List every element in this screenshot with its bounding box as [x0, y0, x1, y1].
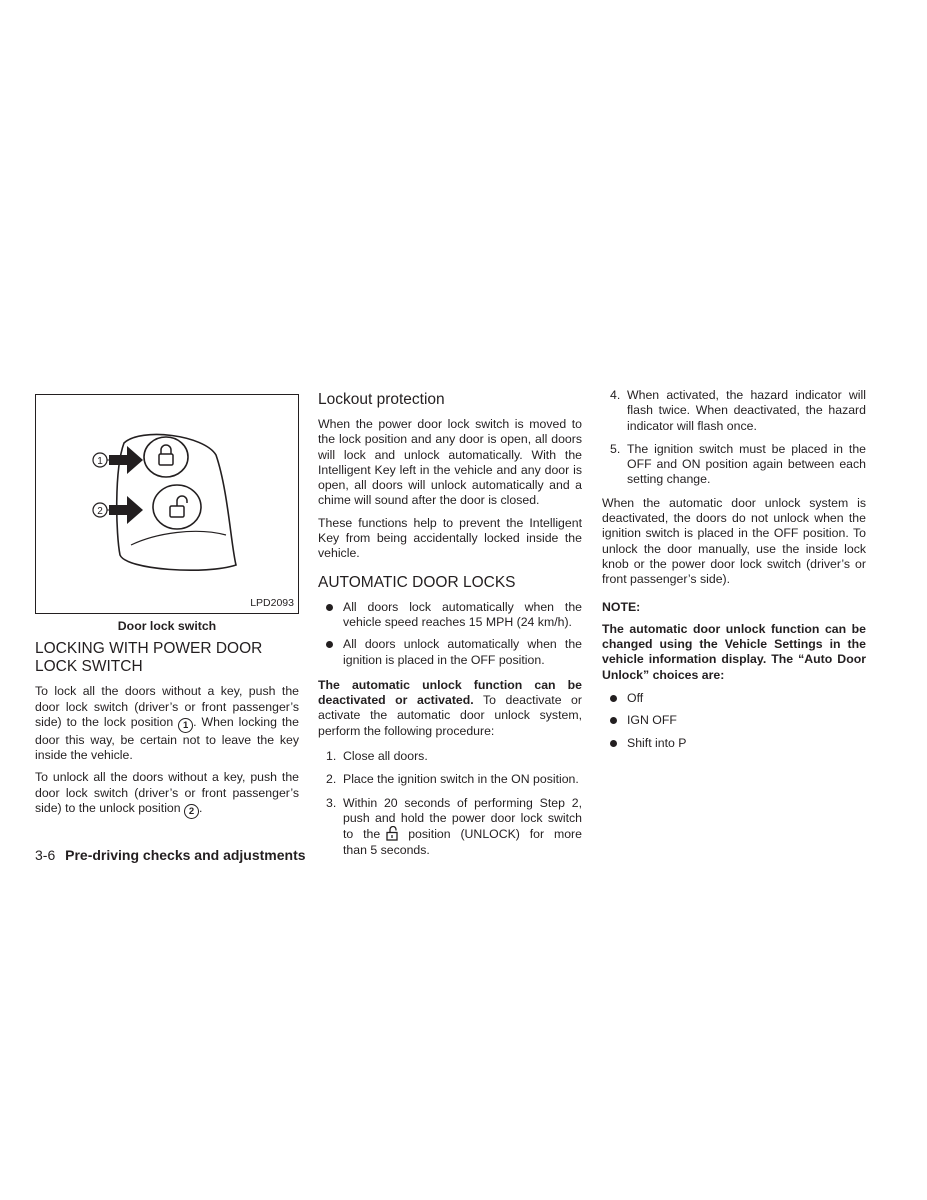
paragraph-deactivated: When the automatic door unlock system is deactivated, the doors do not unlock when the ignition switch is placed in the OFF position. To unlock the door manually, use the inside lock knob or the power door lock switch (driver’s or front passenger’s side).: [602, 495, 866, 587]
paragraph-lock-text-b: . When locking the door this way, be certain not to leave the key inside the vehicle.: [35, 714, 299, 763]
step-text: Close all doors.: [343, 749, 428, 764]
callout-2-label: 2: [97, 506, 103, 517]
step-text: The ignition switch must be placed in the OFF and ON position again between each setting change.: [627, 441, 866, 487]
list-item: [318, 600, 582, 631]
paragraph-unlock-text-a: To unlock all the doors without a key, push the door lock switch (driver’s or front passenger’s side) to the unlock position: [35, 770, 299, 816]
list-item: [602, 736, 866, 751]
step-number: 4.: [610, 388, 621, 402]
lock-button: [144, 437, 188, 477]
list-item: [318, 749, 582, 764]
bullet-icon: [610, 740, 617, 747]
figure-caption: Door lock switch: [117, 619, 217, 633]
paragraph-lock-text-a: To lock all the doors without a key, push the door lock switch (driver’s or front passenger’s side) to the lock position: [35, 684, 299, 729]
door-lock-switch-illustration: [36, 395, 298, 613]
section-heading-auto-locks: AUTOMATIC DOOR LOCKS: [318, 573, 516, 591]
step-number: 1.: [326, 749, 337, 764]
list-item: [602, 442, 866, 488]
auto-unlock-choices: [602, 691, 866, 751]
unlock-function-text: To deactivate or activate the automatic door unlock system, perform the following procedure:: [318, 693, 582, 738]
step-number: 3.: [326, 795, 337, 810]
note-text: The automatic door unlock function can be changed using the Vehicle Settings in the vehicle information display. The “Auto Door Unlock” choices are:: [602, 621, 866, 682]
figure-code: LPD2093: [250, 596, 294, 609]
unlock-icon: [386, 826, 398, 841]
list-item: [602, 691, 866, 706]
page-footer: [35, 847, 306, 863]
auto-lock-bullets: [318, 600, 582, 668]
bullet-icon: [326, 604, 333, 611]
list-item: [602, 713, 866, 728]
bullet-icon: [610, 717, 617, 724]
list-item: [602, 388, 866, 434]
ref-1-icon: 1: [178, 718, 193, 733]
column-2: [318, 388, 582, 866]
paragraph-unlock-text-b: .: [199, 801, 203, 816]
section-heading-locking: LOCKING WITH POWER DOOR LOCK SWITCH: [35, 640, 263, 676]
step-text: Within 20 seconds of performing Step 2, push and hold the power door lock switch to the: [343, 795, 582, 842]
list-item-text: Shift into P: [627, 735, 687, 750]
page-number: 3-6: [35, 847, 56, 863]
step-text: When activated, the hazard indicator will flash twice. When deactivated, the hazard indicator will flash once.: [627, 388, 866, 433]
paragraph-lockout-2: These functions help to prevent the Intelligent Key from being accidentally locked inside the vehicle.: [318, 515, 582, 561]
list-item: [318, 637, 582, 668]
unlock-function-bold: The automatic unlock function can be deactivated or activated.: [318, 677, 582, 708]
bullet-icon: [610, 695, 617, 702]
bullet-icon: [326, 641, 333, 648]
section-title: Pre-driving checks and adjustments: [65, 847, 306, 863]
step-text: position (UNLOCK) for more than 5 seconds.: [343, 827, 582, 857]
callout-1-label: 1: [97, 456, 103, 467]
unlock-button: [153, 485, 201, 529]
note-heading: NOTE:: [602, 599, 641, 614]
column-1: [35, 388, 299, 826]
step-number: 5.: [610, 441, 621, 456]
paragraph-unlock: [35, 770, 299, 819]
section-heading-lockout: Lockout protection: [318, 391, 445, 408]
procedure-steps: [318, 749, 582, 858]
list-item: [318, 796, 582, 858]
paragraph-lockout-1: When the power door lock switch is moved to the lock position and any door is open, all doors will lock and unlock automatically. With the Intelligent Key left in the vehicle and any door is open, all doors will unlock automatically and a chime will sound after the door is closed.: [318, 417, 582, 508]
paragraph-unlock-function: [318, 678, 582, 739]
column-3: [602, 388, 866, 761]
procedure-steps-continued: [602, 388, 866, 488]
list-item-text: All doors lock automatically when the vehicle speed reaches 15 MPH (24 km/h).: [343, 599, 582, 629]
step-number: 2.: [326, 772, 337, 787]
list-item: [318, 772, 582, 787]
paragraph-lock: [35, 684, 299, 763]
list-item-text: All doors unlock automatically when the ignition is placed in the OFF position.: [343, 637, 582, 667]
list-item-text: IGN OFF: [627, 713, 677, 728]
list-item-text: Off: [627, 691, 644, 706]
step-text: Place the ignition switch in the ON position.: [343, 772, 579, 787]
door-lock-switch-figure: [35, 394, 299, 614]
ref-2-icon: 2: [184, 804, 199, 819]
